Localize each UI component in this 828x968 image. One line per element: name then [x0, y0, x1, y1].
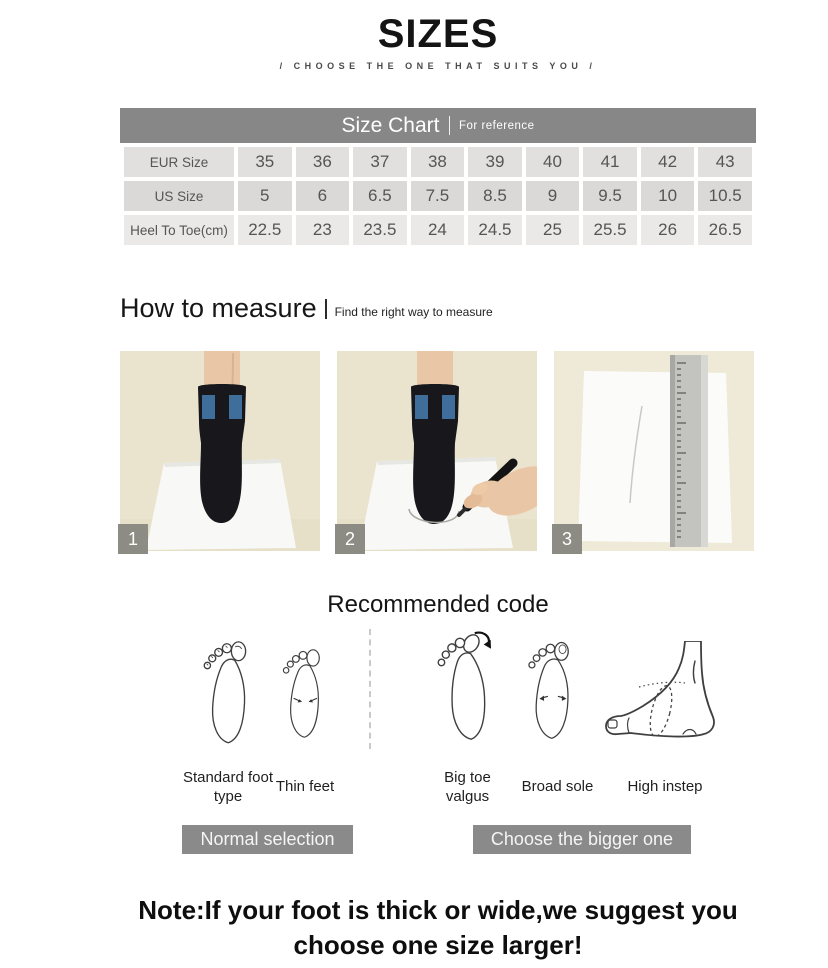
size-cell: 25.5: [583, 215, 637, 245]
size-table: [120, 143, 756, 249]
size-cell: 37: [353, 147, 407, 177]
measure-steps: [120, 351, 756, 551]
size-cell: 5: [238, 181, 292, 211]
label-thin-feet: Thin feet: [275, 778, 335, 795]
choose-bigger-banner: Choose the bigger one: [473, 825, 691, 854]
page-title: SIZES: [377, 12, 499, 56]
size-cell: 26.5: [698, 215, 752, 245]
size-cell: 23: [296, 215, 350, 245]
size-cell: 23.5: [353, 215, 407, 245]
table-row-heel: [124, 215, 752, 245]
big-toe-valgus-icon: [436, 623, 498, 755]
size-cell: 6.5: [353, 181, 407, 211]
bottom-note: [120, 893, 756, 962]
broad-sole-icon: [523, 629, 580, 755]
recommended-title: Recommended code: [327, 591, 549, 618]
label-broad-sole: Broad sole: [521, 778, 594, 795]
size-cell: 8.5: [468, 181, 522, 211]
size-cell: 42: [641, 147, 695, 177]
label-high-instep: High instep: [627, 778, 703, 795]
size-cell: 10: [641, 181, 695, 211]
measure-photo-2: [337, 351, 537, 551]
size-cell: 25: [526, 215, 580, 245]
page-subtitle: / CHOOSE THE ONE THAT SUITS YOU /: [279, 61, 597, 71]
recommendation-banners: [120, 825, 756, 855]
foot-type-labels: [120, 769, 756, 813]
high-instep-icon: [599, 641, 721, 753]
label-big-toe-valgus: Big toe valgus: [444, 769, 491, 805]
size-chart-note: For reference: [459, 119, 535, 132]
size-cell: 7.5: [411, 181, 465, 211]
size-cell: 22.5: [238, 215, 292, 245]
normal-selection-banner: Normal selection: [182, 825, 353, 854]
size-chart-section: [120, 108, 756, 249]
size-cell: 35: [238, 147, 292, 177]
size-cell: 40: [526, 147, 580, 177]
table-row-us: [124, 181, 752, 211]
thin-feet-icon: [278, 633, 330, 757]
size-cell: 24.5: [468, 215, 522, 245]
size-cell: 38: [411, 147, 465, 177]
size-cell: 36: [296, 147, 350, 177]
measure-photo-3: [554, 351, 754, 551]
drawing-outline-photo: [337, 351, 537, 551]
size-cell: 9.5: [583, 181, 637, 211]
row-label: US Size: [124, 181, 234, 211]
how-to-measure-subtitle: Find the right way to measure: [334, 304, 493, 319]
page-header: [120, 0, 756, 71]
how-to-measure-title: How to measure: [120, 293, 317, 323]
size-chart-header: [120, 108, 756, 143]
size-cell: 10.5: [698, 181, 752, 211]
row-label: Heel To Toe(cm): [124, 215, 234, 245]
size-chart-title: Size Chart: [341, 113, 440, 137]
header-divider: [449, 116, 451, 135]
size-cell: 24: [411, 215, 465, 245]
heading-divider: [325, 299, 327, 319]
ruler-measure-photo: [554, 351, 754, 551]
size-cell: 39: [468, 147, 522, 177]
step-badge-3: 3: [552, 524, 582, 554]
table-row-eur: [124, 147, 752, 177]
measure-photo-1: [120, 351, 320, 551]
size-cell: 6: [296, 181, 350, 211]
step-badge-1: 1: [118, 524, 148, 554]
size-cell: 43: [698, 147, 752, 177]
size-cell: 9: [526, 181, 580, 211]
size-cell: 41: [583, 147, 637, 177]
group-divider: [369, 629, 371, 749]
standard-foot-icon: [198, 631, 258, 757]
note-line-1: Note:If your foot is thick or wide,we suggest you: [138, 895, 738, 925]
size-cell: 26: [641, 215, 695, 245]
note-line-2: choose one size larger!: [293, 929, 583, 960]
step-badge-2: 2: [335, 524, 365, 554]
row-label: EUR Size: [124, 147, 234, 177]
foot-type-diagrams: [120, 623, 756, 765]
sock-on-paper-photo: [120, 351, 320, 551]
label-standard-foot: Standard foot type: [182, 769, 274, 805]
how-to-measure-heading: [120, 293, 756, 324]
